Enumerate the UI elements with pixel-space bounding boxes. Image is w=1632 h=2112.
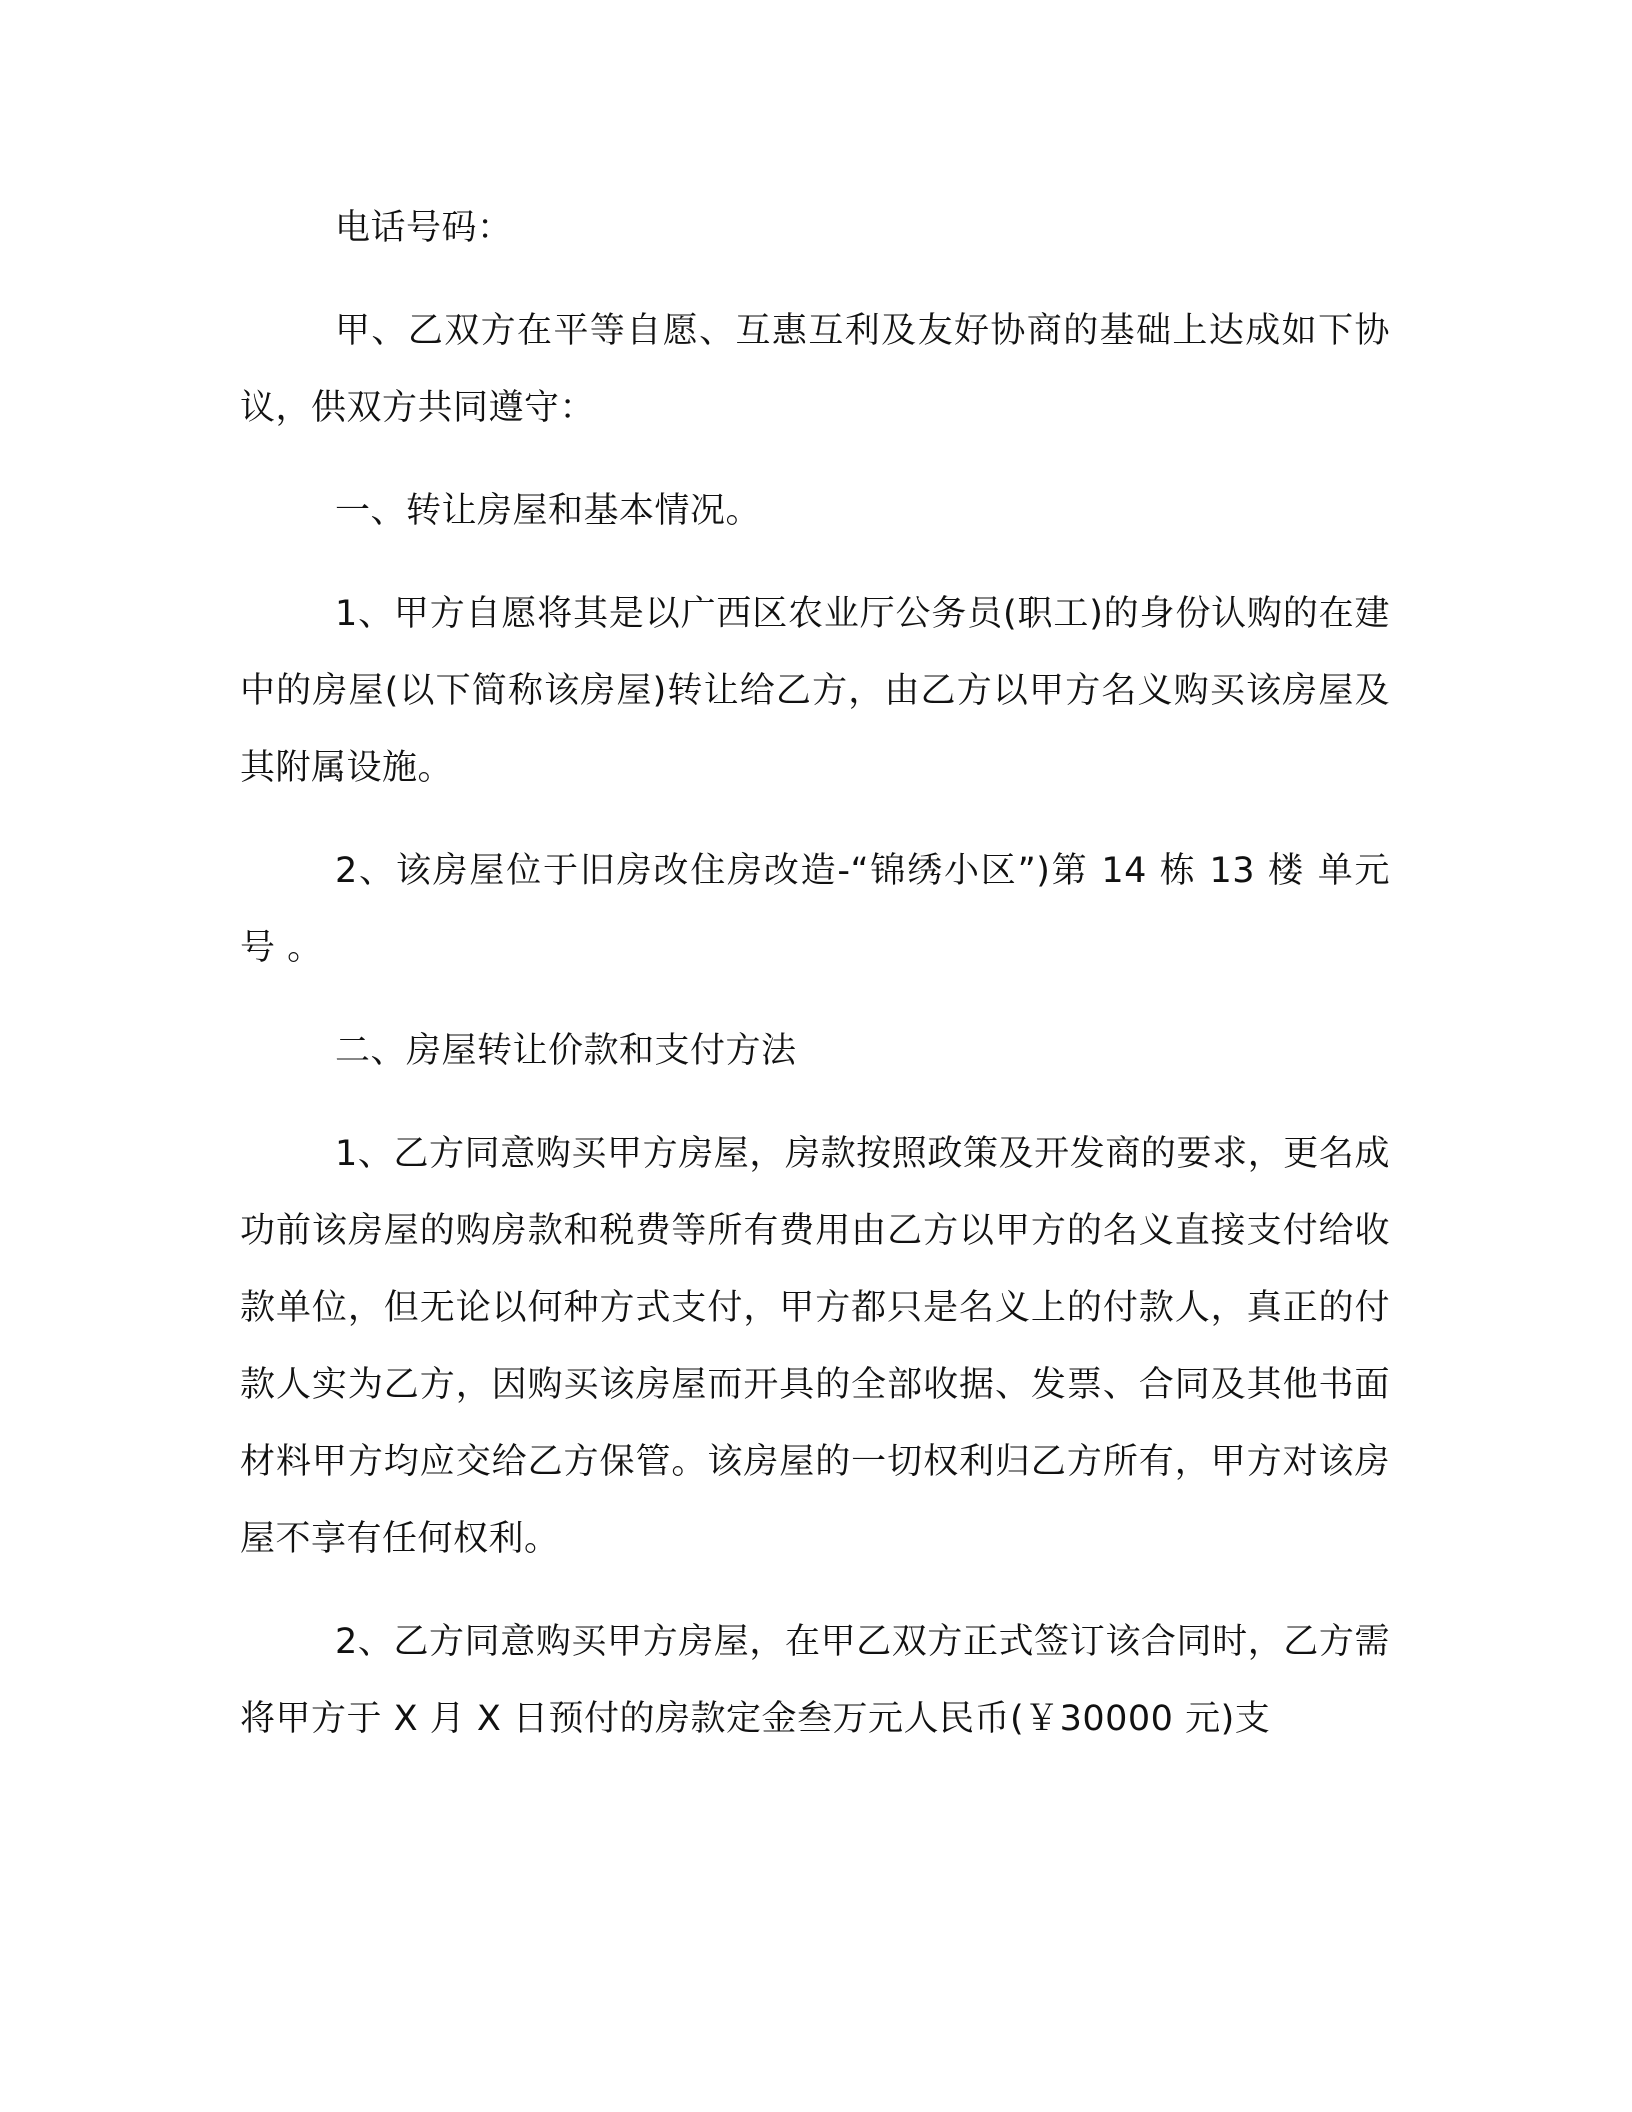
clause-2-2: 2、乙方同意购买甲方房屋，在甲乙双方正式签订该合同时，乙方需将甲方于 X 月 X 日预付的房款定金叁万元人民币(￥30000 元)支 bbox=[240, 1622, 1390, 1739]
document-body bbox=[240, 190, 1390, 1784]
clause-2-1: 1、乙方同意购买甲方房屋，房款按照政策及开发商的要求，更名成功前该房屋的购房款和税费等所有费用由乙方以甲方的名义直接支付给收款单位，但无论以何种方式支付，甲方都只是名义上的付款人，真正的付款人实为乙方，因购买该房屋而开具的全部收据、发票、合同及其他书面材料甲方均应交给乙方保管。该房屋的一切权利归乙方所有，甲方对该房屋不享有任何权利。 bbox=[240, 1134, 1390, 1559]
agreement-preamble: 甲、乙双方在平等自愿、互惠互利及友好协商的基础上达成如下协议，供双方共同遵守： bbox=[240, 311, 1390, 428]
section-heading-1: 一、转让房屋和基本情况。 bbox=[335, 491, 762, 531]
section-heading-2: 二、房屋转让价款和支付方法 bbox=[335, 1031, 797, 1071]
clause-1-1: 1、甲方自愿将其是以广西区农业厅公务员(职工)的身份认购的在建中的房屋(以下简称该房屋)转让给乙方，由乙方以甲方名义购买该房屋及其附属设施。 bbox=[240, 594, 1390, 788]
phone-number-line: 电话号码： bbox=[335, 208, 513, 248]
clause-1-2: 2、该房屋位于旧房改住房改造-“锦绣小区”)第 14 栋 13 楼 单元 号 。 bbox=[240, 851, 1390, 968]
